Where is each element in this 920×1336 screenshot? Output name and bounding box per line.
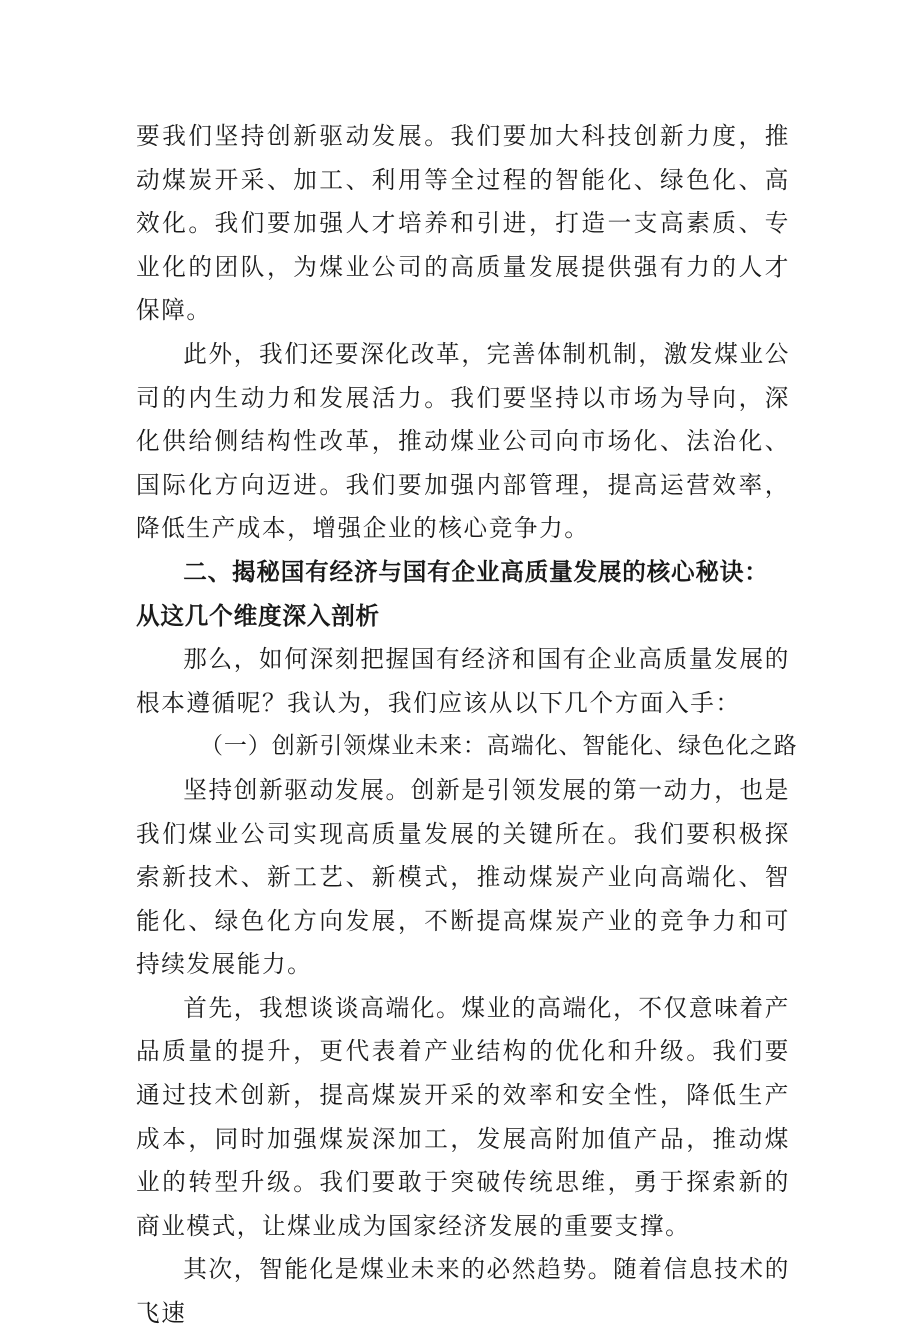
section-heading: 二、揭秘国有经济与国有企业高质量发展的核心秘诀：从这几个维度深入剖析 [136, 557, 769, 630]
body-paragraph: 首先，我想谈谈高端化。煤业的高端化，不仅意味着产品质量的提升，更代表着产业结构的优化和升级。我们要通过技术创新，提高煤炭开采的效率和安全性，降低生产成本，同时加强煤炭深加工，发展高附加值产品，推动煤业的转型升级。我们要敢于突破传统思维，勇于探索新的商业模式，让煤业成为国家经济发展的重要支撑。 [136, 993, 790, 1240]
body-paragraph: 坚持创新驱动发展。创新是引领发展的第一动力，也是我们煤业公司实现高质量发展的关键所在。我们要积极探索新技术、新工艺、新模式，推动煤炭产业向高端化、智能化、绿色化方向发展，不断提高煤炭产业的竞争力和可持续发展能力。 [136, 775, 790, 979]
body-paragraph: 此外，我们还要深化改革，完善体制机制，激发煤业公司的内生动力和发展活力。我们要坚持以市场为导向，深化供给侧结构性改革，推动煤业公司向市场化、法治化、国际化方向迈进。我们要加强内部管理，提高运营效率，降低生产成本，增强企业的核心竞争力。 [136, 339, 790, 543]
body-paragraph: 要我们坚持创新驱动发展。我们要加大科技创新力度，推动煤炭开采、加工、利用等全过程的智能化、绿色化、高效化。我们要加强人才培养和引进，打造一支高素质、专业化的团队，为煤业公司的高质量发展提供强有力的人才保障。 [136, 122, 790, 325]
sub-heading: （一）创新引领煤业未来：高端化、智能化、绿色化之路 [200, 733, 798, 760]
body-paragraph: 其次，智能化是煤业未来的必然趋势。随着信息技术的飞速 [136, 1255, 790, 1328]
body-paragraph: 那么，如何深刻把握国有经济和国有企业高质量发展的根本遵循呢？我认为，我们应该从以下几个方面入手： [136, 645, 790, 717]
document-body [136, 115, 798, 1336]
